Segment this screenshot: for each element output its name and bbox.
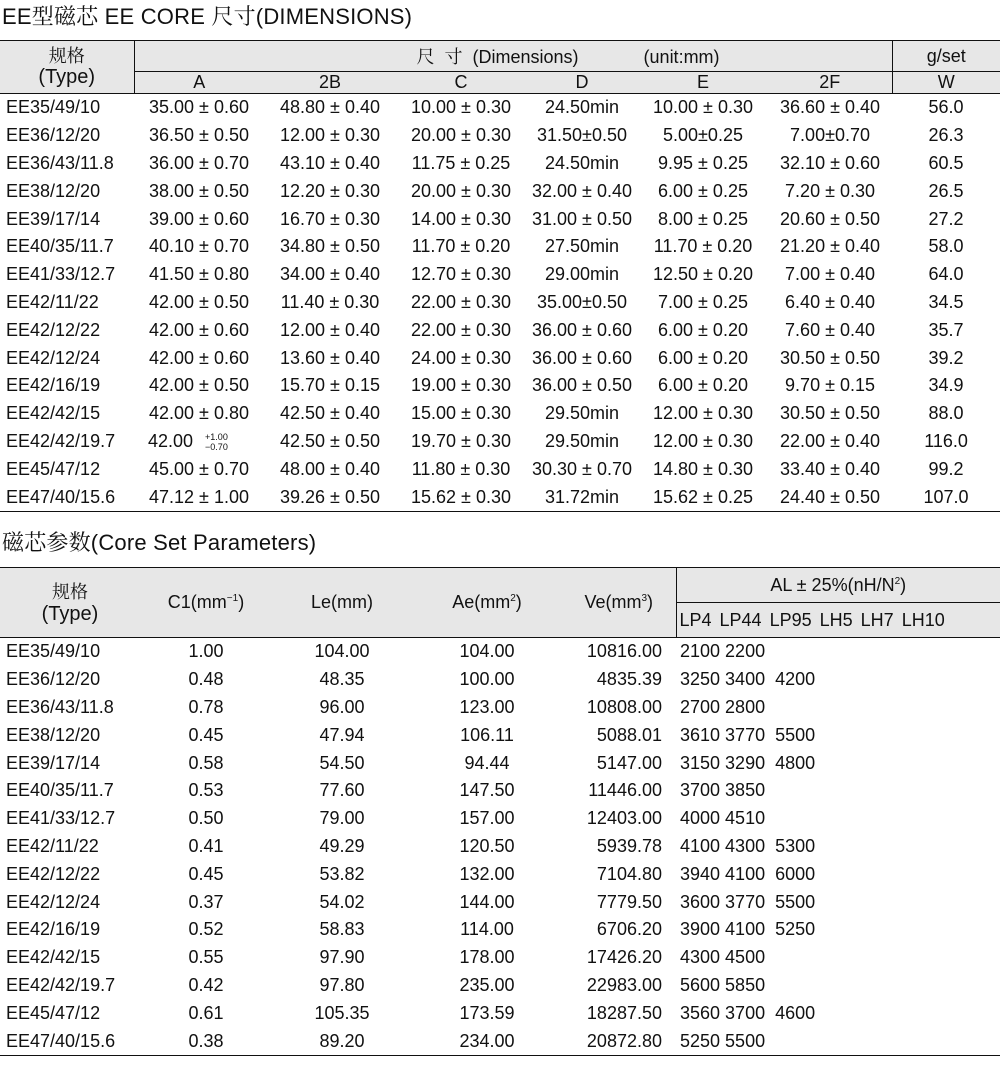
cell-2b: 13.60 ± 0.40 [280, 347, 380, 368]
cell-ae: 157.00 [459, 808, 515, 829]
col-header-w: W [892, 72, 1000, 94]
c1-header [140, 568, 272, 638]
cell-type: EE42/16/19 [6, 919, 101, 940]
cell-ve: 5088.01 [596, 724, 662, 745]
ae-header [412, 568, 562, 638]
cell-a: 35.00 ± 0.60 [134, 94, 264, 122]
cell-a: 36.50 ± 0.50 [149, 125, 249, 146]
cell-c1: 0.55 [188, 947, 224, 968]
ve-close: ) [647, 592, 654, 612]
cell-al: 2100 2200 [676, 638, 1000, 666]
cell-a: 45.00 ± 0.70 [149, 458, 249, 479]
cell-d: 35.00±0.50 [537, 291, 627, 312]
cell-2b: 43.10 ± 0.40 [280, 152, 380, 173]
param-type-header-en: (Type) [41, 602, 99, 625]
cell-ae: 178.00 [459, 947, 515, 968]
dimensions-label: 尺 寸 (Dimensions) [416, 47, 579, 67]
cell-ve: 18287.50 [586, 1002, 662, 1023]
cell-type: EE35/49/10 [0, 638, 140, 666]
cell-al: 3560 3700 4600 [680, 1002, 816, 1023]
cell-al: 3610 3770 5500 [680, 724, 816, 745]
cell-e: 8.00 ± 0.25 [658, 208, 748, 229]
cell-le: 77.60 [319, 780, 365, 801]
cell-ae: 114.00 [460, 919, 514, 940]
ae-close: ) [515, 592, 522, 612]
table-row [0, 400, 1000, 428]
material-lp4: LP4 [679, 609, 712, 630]
ve-label: Ve(mm [584, 592, 642, 612]
cell-type: EE39/17/14 [6, 208, 101, 229]
cell-ve: 20872.80 [586, 1030, 662, 1051]
cell-2f: 33.40 ± 0.40 [780, 458, 880, 479]
cell-2f: 36.60 ± 0.40 [768, 94, 892, 122]
cell-ve: 5147.00 [596, 752, 662, 773]
cell-2f: 32.10 ± 0.60 [780, 152, 880, 173]
cell-le: 54.02 [319, 891, 365, 912]
cell-a [134, 428, 264, 456]
cell-type: EE42/42/19.7 [6, 974, 116, 995]
cell-c: 20.00 ± 0.30 [411, 180, 511, 201]
cell-w: 26.3 [928, 125, 964, 146]
cell-ve: 10816.00 [562, 638, 676, 666]
cell-type: EE47/40/15.6 [6, 486, 116, 507]
parameters-table [0, 567, 1000, 1056]
material-lp95: LP95 [769, 609, 812, 630]
table-row [0, 749, 1000, 777]
materials-header [676, 603, 1000, 638]
cell-le: 49.29 [319, 835, 365, 856]
cell-w: 34.9 [928, 375, 964, 396]
cell-le: 104.00 [272, 638, 412, 666]
cell-al: 4300 4500 [680, 947, 766, 968]
cell-c: 24.00 ± 0.30 [411, 347, 511, 368]
tolerance-minus: −0.70 [205, 442, 228, 453]
table-row [0, 972, 1000, 1000]
type-header-cn: 规格 [48, 46, 85, 66]
cell-a: 36.00 ± 0.70 [149, 152, 249, 173]
table-row [0, 94, 1000, 122]
al-label: AL ± 25%(nH/N [770, 574, 895, 595]
cell-c1: 0.61 [188, 1002, 224, 1023]
cell-w: 26.5 [928, 180, 964, 201]
param-type-header [0, 568, 140, 638]
cell-ve: 10808.00 [586, 696, 662, 717]
cell-c1: 0.45 [188, 863, 224, 884]
table-row [0, 233, 1000, 261]
cell-d: 36.00 ± 0.60 [532, 347, 632, 368]
table-row [0, 638, 1000, 666]
cell-a: 47.12 ± 1.00 [149, 486, 249, 507]
col-header-2f: 2F [768, 72, 892, 94]
cell-type: EE42/12/22 [6, 319, 101, 340]
cell-type: EE39/17/14 [6, 752, 101, 773]
param-type-header-cn: 规格 [52, 581, 88, 602]
cell-2b: 48.00 ± 0.40 [280, 458, 380, 479]
table-row [0, 833, 1000, 861]
cell-d: 36.00 ± 0.50 [532, 375, 632, 396]
cell-al: 4000 4510 [680, 808, 766, 829]
cell-ve: 12403.00 [586, 808, 662, 829]
cell-c: 10.00 ± 0.30 [396, 94, 526, 122]
cell-2b: 15.70 ± 0.15 [280, 375, 380, 396]
weight-header: g/set [892, 41, 1000, 72]
cell-a: 42.00 ± 0.50 [149, 291, 249, 312]
col-header-2b: 2B [264, 72, 396, 94]
cell-e: 12.00 ± 0.30 [653, 403, 753, 424]
material-lh7: LH7 [860, 609, 894, 630]
cell-type: EE45/47/12 [6, 1002, 101, 1023]
c1-sup: −1 [226, 593, 239, 604]
table-row [0, 455, 1000, 483]
cell-type: EE36/12/20 [6, 669, 101, 690]
cell-al: 2700 2800 [680, 696, 766, 717]
cell-al: 4100 4300 5300 [680, 835, 816, 856]
cell-w: 60.5 [928, 152, 964, 173]
table-row [0, 721, 1000, 749]
cell-ve: 11446.00 [588, 780, 662, 801]
cell-al: 3900 4100 5250 [680, 919, 816, 940]
cell-2f: 30.50 ± 0.50 [780, 403, 880, 424]
cell-e: 7.00 ± 0.25 [658, 291, 748, 312]
material-lh10: LH10 [901, 609, 945, 630]
cell-2f: 30.50 ± 0.50 [780, 347, 880, 368]
cell-type: EE38/12/20 [6, 180, 101, 201]
cell-c1: 0.50 [188, 808, 224, 829]
c1-close: ) [238, 592, 245, 612]
al-sup: 2 [894, 575, 901, 587]
cell-type: EE40/35/11.7 [6, 780, 114, 801]
cell-ve: 4835.39 [596, 669, 662, 690]
cell-ae: 100.00 [459, 669, 515, 690]
cell-ae: 234.00 [459, 1030, 515, 1051]
al-close: ) [900, 574, 907, 595]
materials-list [680, 610, 945, 630]
cell-c: 20.00 ± 0.30 [411, 125, 511, 146]
table-row [0, 916, 1000, 944]
cell-2f: 7.00±0.70 [790, 125, 870, 146]
cell-type: EE42/42/15 [6, 947, 101, 968]
cell-type: EE42/11/22 [6, 835, 99, 856]
cell-ae: 120.50 [459, 835, 515, 856]
table-row [0, 666, 1000, 694]
cell-e: 12.00 ± 0.30 [653, 430, 753, 451]
cell-type: EE42/42/15 [6, 403, 101, 424]
cell-c1: 0.38 [188, 1030, 224, 1051]
cell-a: 42.00 ± 0.60 [149, 319, 249, 340]
cell-ve: 5939.78 [596, 835, 662, 856]
cell-ve: 6706.20 [596, 919, 662, 940]
cell-w: 39.2 [928, 347, 964, 368]
table-row [0, 372, 1000, 400]
cell-w: 107.0 [923, 486, 969, 507]
cell-le: 54.50 [319, 752, 365, 773]
cell-2b: 16.70 ± 0.30 [280, 208, 380, 229]
cell-c1: 0.48 [188, 669, 224, 690]
cell-type: EE42/42/19.7 [6, 430, 116, 451]
cell-a: 42.00 ± 0.60 [149, 347, 249, 368]
cell-w: 58.0 [928, 236, 964, 257]
cell-ve: 17426.20 [586, 947, 662, 968]
cell-c1: 1.00 [140, 638, 272, 666]
ve-sup: 3 [641, 593, 648, 604]
table-row [0, 944, 1000, 972]
col-header-d: D [526, 72, 638, 94]
cell-type: EE36/43/11.8 [6, 696, 114, 717]
cell-ae: 123.00 [459, 696, 515, 717]
cell-ae: 104.00 [412, 638, 562, 666]
cell-le: 97.90 [319, 947, 365, 968]
cell-le: 105.35 [314, 1002, 370, 1023]
cell-c: 19.70 ± 0.30 [411, 430, 511, 451]
table-row [0, 483, 1000, 511]
cell-2f: 9.70 ± 0.15 [785, 375, 875, 396]
cell-ae: 147.50 [459, 780, 515, 801]
cell-d: 30.30 ± 0.70 [532, 458, 632, 479]
cell-al: 5250 5500 [680, 1030, 766, 1051]
cell-d: 29.00min [544, 264, 620, 285]
table-row [0, 177, 1000, 205]
table-row [0, 805, 1000, 833]
le-header: Le(mm) [272, 568, 412, 638]
cell-2f: 6.40 ± 0.40 [785, 291, 875, 312]
cell-le: 58.83 [319, 919, 365, 940]
c1-label: C1(mm [167, 592, 227, 612]
cell-e: 6.00 ± 0.25 [658, 180, 748, 201]
table-row [0, 694, 1000, 722]
cell-type: EE36/43/11.8 [6, 152, 114, 173]
cell-c1: 0.41 [188, 835, 224, 856]
cell-type: EE42/12/24 [6, 891, 101, 912]
table-row [0, 261, 1000, 289]
cell-le: 89.20 [319, 1030, 365, 1051]
cell-w: 88.0 [928, 403, 964, 424]
cell-c: 15.62 ± 0.30 [411, 486, 511, 507]
cell-e: 5.00±0.25 [663, 125, 743, 146]
cell-e: 11.70 ± 0.20 [653, 236, 753, 257]
cell-d: 29.50min [544, 403, 620, 424]
cell-2f: 7.00 ± 0.40 [785, 264, 875, 285]
cell-type: EE45/47/12 [6, 458, 101, 479]
cell-type: EE42/12/24 [6, 347, 101, 368]
cell-2f: 24.40 ± 0.50 [780, 486, 880, 507]
cell-e: 6.00 ± 0.20 [658, 319, 748, 340]
cell-type: EE36/12/20 [6, 125, 101, 146]
table-row [0, 289, 1000, 317]
cell-d: 24.50min [526, 94, 638, 122]
ae-label: Ae(mm [452, 592, 511, 612]
cell-ae: 94.44 [464, 752, 510, 773]
cell-a: 39.00 ± 0.60 [149, 208, 249, 229]
table-row [0, 860, 1000, 888]
cell-e: 6.00 ± 0.20 [658, 375, 748, 396]
cell-c1: 0.37 [188, 891, 224, 912]
cell-2b: 34.00 ± 0.40 [280, 264, 380, 285]
cell-le: 96.00 [319, 696, 365, 717]
type-header-en: (Type) [38, 66, 96, 88]
cell-ae: 132.00 [459, 863, 515, 884]
cell-le: 53.82 [319, 863, 365, 884]
cell-type: EE35/49/10 [0, 94, 134, 122]
table-row [0, 1027, 1000, 1055]
table-row [0, 777, 1000, 805]
cell-w: 99.2 [928, 458, 964, 479]
cell-c: 22.00 ± 0.30 [411, 319, 511, 340]
cell-type: EE47/40/15.6 [6, 1030, 116, 1051]
cell-c: 14.00 ± 0.30 [411, 208, 511, 229]
value: 42.00 [148, 430, 194, 451]
table-row [0, 205, 1000, 233]
cell-e: 14.80 ± 0.30 [653, 458, 753, 479]
cell-w: 27.2 [928, 208, 964, 229]
cell-2b: 12.00 ± 0.30 [280, 125, 380, 146]
cell-c: 11.80 ± 0.30 [411, 458, 511, 479]
cell-c1: 0.52 [188, 919, 224, 940]
tolerance [205, 432, 228, 452]
cell-d: 32.00 ± 0.40 [532, 180, 632, 201]
parameters-title: 磁芯参数(Core Set Parameters) [2, 530, 317, 555]
cell-c: 15.00 ± 0.30 [411, 403, 511, 424]
ae-sup: 2 [510, 593, 516, 604]
cell-al: 3250 3400 4200 [680, 669, 816, 690]
cell-2f: 7.60 ± 0.40 [785, 319, 875, 340]
cell-e: 10.00 ± 0.30 [638, 94, 768, 122]
material-lh5: LH5 [819, 609, 853, 630]
cell-2b: 12.00 ± 0.40 [280, 319, 380, 340]
cell-al: 3600 3770 5500 [680, 891, 816, 912]
cell-c: 11.70 ± 0.20 [411, 236, 511, 257]
cell-d: 31.72min [544, 486, 620, 507]
dimensions-table [0, 40, 1000, 512]
cell-2f: 22.00 ± 0.40 [780, 430, 880, 451]
cell-e: 15.62 ± 0.25 [653, 486, 753, 507]
cell-c1: 0.53 [188, 780, 224, 801]
cell-a: 41.50 ± 0.80 [149, 264, 249, 285]
cell-e: 6.00 ± 0.20 [658, 347, 748, 368]
cell-2b: 48.80 ± 0.40 [264, 94, 396, 122]
cell-w: 35.7 [928, 319, 964, 340]
dimensions-title: EE型磁芯 EE CORE 尺寸(DIMENSIONS) [2, 4, 413, 29]
cell-le: 79.00 [319, 808, 365, 829]
cell-w: 34.5 [928, 291, 964, 312]
cell-type: EE42/16/19 [6, 375, 101, 396]
cell-w: 64.0 [928, 264, 964, 285]
cell-a: 42.00 ± 0.50 [149, 375, 249, 396]
table-row [0, 999, 1000, 1027]
cell-a: 38.00 ± 0.50 [149, 180, 249, 201]
cell-d: 29.50min [544, 430, 620, 451]
cell-le: 48.35 [319, 669, 365, 690]
cell-c: 22.00 ± 0.30 [411, 291, 511, 312]
cell-c1: 0.45 [188, 724, 224, 745]
cell-2b: 11.40 ± 0.30 [280, 291, 380, 312]
cell-a: 40.10 ± 0.70 [149, 236, 249, 257]
cell-2b: 39.26 ± 0.50 [280, 486, 380, 507]
cell-2b: 34.80 ± 0.50 [280, 236, 380, 257]
cell-w: 56.0 [892, 94, 1000, 122]
cell-type: EE41/33/12.7 [6, 264, 116, 285]
cell-ae: 144.00 [459, 891, 515, 912]
cell-ve: 22983.00 [586, 974, 662, 995]
cell-c: 11.75 ± 0.25 [411, 152, 511, 173]
cell-2b: 42.50 ± 0.40 [280, 403, 380, 424]
cell-d: 31.00 ± 0.50 [532, 208, 632, 229]
cell-d: 27.50min [544, 236, 620, 257]
cell-c1: 0.58 [188, 752, 224, 773]
cell-ve: 7104.80 [596, 863, 662, 884]
cell-c: 19.00 ± 0.30 [411, 375, 511, 396]
cell-e: 9.95 ± 0.25 [658, 152, 748, 173]
cell-al: 3150 3290 4800 [680, 752, 816, 773]
cell-2f: 20.60 ± 0.50 [780, 208, 880, 229]
dimensions-header [134, 41, 892, 72]
material-lp44: LP44 [719, 609, 762, 630]
cell-ae: 235.00 [459, 974, 515, 995]
cell-al: 3940 4100 6000 [680, 863, 816, 884]
cell-le: 97.80 [319, 974, 365, 995]
cell-al: 3700 3850 [680, 780, 766, 801]
cell-type: EE41/33/12.7 [6, 808, 116, 829]
cell-2f: 21.20 ± 0.40 [780, 236, 880, 257]
al-header [676, 568, 1000, 603]
cell-al: 5600 5850 [680, 974, 766, 995]
col-header-c: C [396, 72, 526, 94]
cell-2f: 7.20 ± 0.30 [785, 180, 875, 201]
cell-d: 24.50min [544, 152, 620, 173]
cell-w: 116.0 [924, 430, 968, 451]
cell-c: 12.70 ± 0.30 [411, 264, 511, 285]
col-header-a: A [134, 72, 264, 94]
cell-type: EE42/12/22 [6, 863, 101, 884]
cell-d: 31.50±0.50 [537, 125, 627, 146]
cell-type: EE40/35/11.7 [6, 236, 114, 257]
cell-c1: 0.42 [188, 974, 224, 995]
cell-ae: 173.59 [459, 1002, 515, 1023]
tolerance-plus: +1.00 [205, 432, 228, 443]
cell-2b: 42.50 ± 0.50 [280, 430, 380, 451]
table-row [0, 428, 1000, 456]
cell-type: EE38/12/20 [6, 724, 101, 745]
cell-ae: 106.11 [460, 724, 514, 745]
cell-type: EE42/11/22 [6, 291, 99, 312]
cell-ve: 7779.50 [596, 891, 662, 912]
table-row [0, 888, 1000, 916]
type-header [0, 41, 134, 94]
cell-e: 12.50 ± 0.20 [653, 264, 753, 285]
cell-2b: 12.20 ± 0.30 [280, 180, 380, 201]
table-row [0, 150, 1000, 178]
cell-c1: 0.78 [188, 696, 224, 717]
table-row [0, 344, 1000, 372]
table-row [0, 316, 1000, 344]
table-row [0, 122, 1000, 150]
cell-a: 42.00 ± 0.80 [149, 403, 249, 424]
unit-label: (unit:mm) [643, 47, 720, 67]
col-header-e: E [638, 72, 768, 94]
ve-header [562, 568, 676, 638]
cell-d: 36.00 ± 0.60 [532, 319, 632, 340]
cell-le: 47.94 [319, 724, 365, 745]
